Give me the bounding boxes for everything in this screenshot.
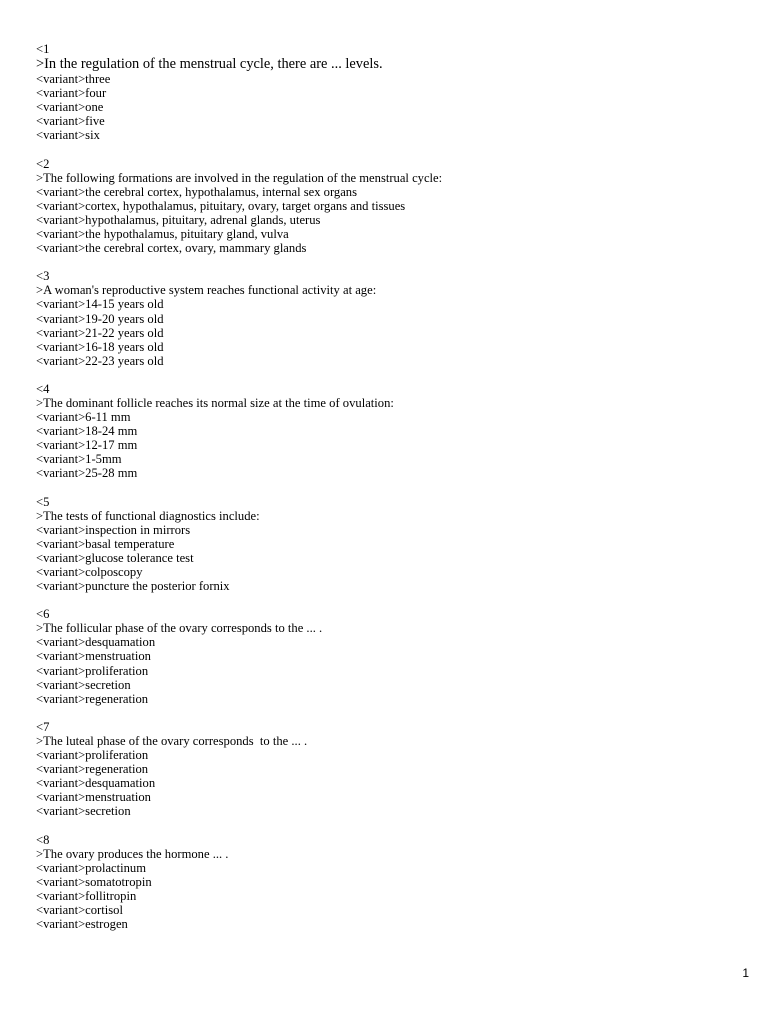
answer-variant: <variant>desquamation (36, 635, 156, 650)
answer-variant: <variant>22-23 years old (36, 353, 164, 368)
answer-variant: <variant>secretion (36, 677, 131, 692)
answer-variant: <variant>puncture the posterior fornix (36, 579, 230, 594)
question-number: <2 (36, 156, 50, 171)
question-text: >The follicular phase of the ovary corresponds to the ... . (36, 621, 323, 636)
answer-variant: <variant>19-20 years old (36, 311, 164, 326)
question-number: <4 (36, 381, 50, 396)
question-text: >The following formations are involved in the regulation of the menstrual cycle: (36, 170, 443, 185)
answer-variant: <variant>glucose tolerance test (36, 550, 194, 565)
answer-variant: <variant>menstruation (36, 790, 151, 805)
question-text: >The luteal phase of the ovary corresponds to the ... . (36, 733, 308, 748)
document-page (36, 42, 736, 945)
answer-variant: <variant>1-5mm (36, 452, 122, 467)
answer-variant: <variant>one (36, 100, 104, 115)
answer-variant: <variant>the cerebral cortex, ovary, mammary glands (36, 241, 307, 256)
page-number: 1 (742, 966, 749, 980)
answer-variant: <variant>6-11 mm (36, 410, 131, 425)
answer-variant: <variant>regeneration (36, 691, 149, 706)
question-number: <6 (36, 607, 50, 622)
answer-variant: <variant>regeneration (36, 762, 149, 777)
question-block (36, 269, 736, 368)
answer-variant: <variant>desquamation (36, 776, 156, 791)
answer-variant: <variant>estrogen (36, 917, 128, 932)
question-block (36, 157, 736, 256)
question-block (36, 720, 736, 819)
answer-variant: <variant>five (36, 114, 105, 129)
question-text: >The ovary produces the hormone ... . (36, 846, 229, 861)
answer-variant: <variant>the hypothalamus, pituitary gland, vulva (36, 227, 289, 242)
answer-variant: <variant>25-28 mm (36, 466, 138, 481)
answer-variant: <variant>three (36, 72, 111, 87)
answer-variant: <variant>cortisol (36, 902, 123, 917)
question-text: >In the regulation of the menstrual cycle, there are ... levels. (36, 56, 383, 73)
question-block (36, 495, 736, 594)
answer-variant: <variant>12-17 mm (36, 438, 138, 453)
answer-variant: <variant>hypothalamus, pituitary, adrenal glands, uterus (36, 212, 321, 227)
question-number: <7 (36, 719, 50, 734)
question-block (36, 382, 736, 481)
question-text: >The tests of functional diagnostics include: (36, 508, 260, 523)
answer-variant: <variant>secretion (36, 804, 131, 819)
answer-variant: <variant>proliferation (36, 663, 149, 678)
answer-variant: <variant>the cerebral cortex, hypothalamus, internal sex organs (36, 184, 358, 199)
answer-variant: <variant>prolactinum (36, 860, 147, 875)
answer-variant: <variant>18-24 mm (36, 424, 138, 439)
answer-variant: <variant>colposcopy (36, 565, 143, 579)
question-block (36, 42, 736, 143)
question-number: <5 (36, 494, 50, 509)
answer-variant: <variant>basal temperature (36, 536, 175, 551)
question-number: <1 (36, 42, 50, 56)
answer-variant: <variant>cortex, hypothalamus, pituitary, ovary, target organs and tissues (36, 198, 406, 213)
question-block (36, 833, 736, 932)
answer-variant: <variant>four (36, 86, 107, 101)
answer-variant: <variant>proliferation (36, 748, 149, 763)
question-block (36, 607, 736, 706)
answer-variant: <variant>menstruation (36, 649, 151, 664)
answer-variant: <variant>six (36, 128, 100, 143)
answer-variant: <variant>21-22 years old (36, 325, 164, 340)
answer-variant: <variant>inspection in mirrors (36, 522, 191, 537)
question-number: <3 (36, 269, 50, 284)
question-text: >A woman's reproductive system reaches functional activity at age: (36, 283, 377, 298)
question-text: >The dominant follicle reaches its normal size at the time of ovulation: (36, 395, 394, 410)
answer-variant: <variant>16-18 years old (36, 339, 164, 354)
answer-variant: <variant>follitropin (36, 888, 137, 903)
answer-variant: <variant>14-15 years old (36, 297, 164, 312)
answer-variant: <variant>somatotropin (36, 874, 152, 889)
question-number: <8 (36, 832, 50, 847)
